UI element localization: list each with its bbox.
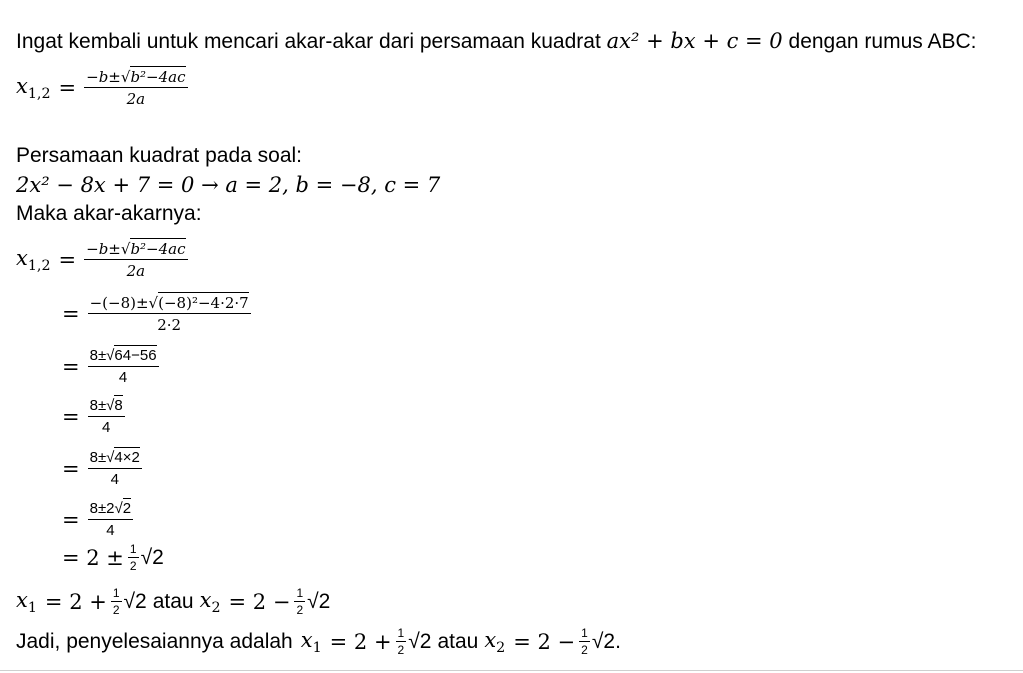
step5-eq: = bbox=[62, 457, 80, 481]
step3-fraction bbox=[88, 347, 159, 387]
intro-suffix: dengan rumus ABC: bbox=[788, 30, 977, 53]
step1-lhs-sub: 1,2 bbox=[27, 258, 51, 275]
step3-den: 4 bbox=[118, 369, 128, 386]
conclusion-x1-half-num: 1 bbox=[397, 626, 405, 640]
step1-num-rad: b²−4ac bbox=[130, 240, 186, 258]
solution-step-1 bbox=[16, 234, 188, 286]
step1-den: 2a bbox=[126, 262, 146, 280]
conclusion-x1-half-den: 2 bbox=[397, 643, 405, 657]
roots-x1-sub: 1 bbox=[27, 600, 37, 617]
step3-num-rad: 64−56 bbox=[114, 347, 157, 364]
intro-text: Ingat kembali untuk mencari akar-akar dari persamaan kuadrat bbox=[16, 30, 601, 53]
solution-step-5 bbox=[62, 443, 142, 495]
step5-num-pre: 8±√ bbox=[89, 449, 115, 466]
intro-line bbox=[16, 28, 976, 55]
solution-label: Maka akar-akarnya: bbox=[16, 202, 202, 225]
bottom-border bbox=[0, 670, 1023, 671]
roots-connector: atau bbox=[152, 590, 194, 613]
conclusion-x1-half bbox=[396, 627, 407, 657]
conclusion-x1-mid: = 2 + bbox=[329, 630, 392, 654]
roots-x1-half-num: 1 bbox=[112, 586, 120, 600]
roots-x1-mid: = 2 + bbox=[44, 590, 107, 614]
step5-fraction bbox=[88, 449, 142, 489]
step2-eq: = bbox=[62, 302, 80, 326]
conclusion-x2: x bbox=[484, 627, 497, 652]
step7-eq: = 2 ± bbox=[62, 546, 124, 570]
formula-num-rad: b²−4ac bbox=[130, 68, 186, 86]
formula-lhs-sub: 1,2 bbox=[27, 86, 51, 103]
step7-root: √2 bbox=[140, 546, 164, 569]
formula-num-pre: −b±√ bbox=[86, 68, 131, 86]
roots-x2-root: √2 bbox=[307, 590, 331, 613]
roots-x1: x bbox=[16, 587, 28, 612]
roots-x1-half-den: 2 bbox=[112, 603, 120, 617]
step5-den: 4 bbox=[110, 471, 119, 488]
conclusion-x2-root: √2 bbox=[591, 630, 616, 653]
conclusion-connector: atau bbox=[437, 630, 479, 653]
conclusion-x2-sub: 2 bbox=[496, 640, 506, 657]
step3-eq: = bbox=[62, 355, 80, 379]
step4-num-pre: 8±√ bbox=[89, 397, 115, 414]
conclusion-end: . bbox=[615, 630, 621, 653]
conclusion-text: Jadi, penyelesaiannya adalah bbox=[16, 630, 293, 653]
step3-num-pre: 8±√ bbox=[89, 347, 115, 364]
problem-equation: 2x² − 8x + 7 = 0 → a = 2, b = −8, c = 7 bbox=[16, 173, 441, 197]
step6-num-pre: 8±2√ bbox=[89, 500, 123, 517]
roots-x2-half-den: 2 bbox=[296, 603, 304, 617]
step4-eq: = bbox=[62, 405, 80, 429]
step2-fraction bbox=[88, 294, 251, 334]
step1-lhs: x bbox=[16, 245, 28, 270]
conclusion-x1: x bbox=[300, 627, 313, 652]
roots-x2-half-num: 1 bbox=[296, 586, 304, 600]
step7-half-fraction bbox=[128, 543, 139, 573]
solution-step-2 bbox=[62, 288, 251, 340]
conclusion-x1-root: √2 bbox=[408, 630, 432, 653]
step6-num-rad: 2 bbox=[122, 500, 132, 517]
conclusion-x1-sub: 1 bbox=[312, 640, 322, 657]
step2-num-rad: (−8)²−4·2·7 bbox=[158, 294, 249, 312]
conclusion-x2-half-num: 1 bbox=[581, 626, 588, 640]
formula-den: 2a bbox=[126, 90, 146, 108]
intro-equation: ax² + bx + c = 0 bbox=[606, 29, 783, 53]
roots-line bbox=[16, 580, 330, 624]
step4-den: 4 bbox=[102, 419, 111, 436]
roots-x2-sub: 2 bbox=[211, 600, 221, 617]
conclusion-x2-half bbox=[579, 627, 590, 657]
abc-formula bbox=[16, 62, 188, 114]
roots-x2-half bbox=[294, 587, 305, 617]
solution-step-7 bbox=[62, 536, 164, 580]
solution-step-4 bbox=[62, 391, 125, 443]
roots-x1-half bbox=[111, 587, 122, 617]
solution-step-3 bbox=[62, 341, 159, 393]
step5-num-rad: 4×2 bbox=[114, 449, 140, 466]
step4-num-rad: 8 bbox=[114, 397, 123, 414]
formula-eq: = bbox=[58, 76, 77, 100]
problem-label: Persamaan kuadrat pada soal: bbox=[16, 144, 303, 167]
conclusion-line bbox=[16, 620, 621, 664]
step1-num-pre: −b±√ bbox=[86, 240, 131, 258]
step1-eq: = bbox=[58, 248, 77, 272]
step1-fraction bbox=[84, 240, 187, 280]
step7-half-den: 2 bbox=[129, 559, 137, 573]
conclusion-x2-mid: = 2 − bbox=[513, 630, 576, 654]
roots-x2: x bbox=[199, 587, 212, 612]
step2-den: 2·2 bbox=[157, 316, 182, 334]
roots-x2-mid: = 2 − bbox=[228, 590, 291, 614]
formula-lhs: x bbox=[16, 73, 28, 98]
formula-fraction bbox=[84, 68, 187, 108]
step6-fraction bbox=[88, 500, 134, 540]
step7-half-num: 1 bbox=[129, 542, 137, 556]
step4-fraction bbox=[88, 397, 125, 437]
step6-den: 4 bbox=[106, 522, 115, 539]
conclusion-x2-half-den: 2 bbox=[581, 643, 588, 657]
step6-eq: = bbox=[62, 508, 80, 532]
roots-x1-root: √2 bbox=[123, 590, 147, 613]
step2-num-pre: −(−8)±√ bbox=[89, 294, 159, 312]
